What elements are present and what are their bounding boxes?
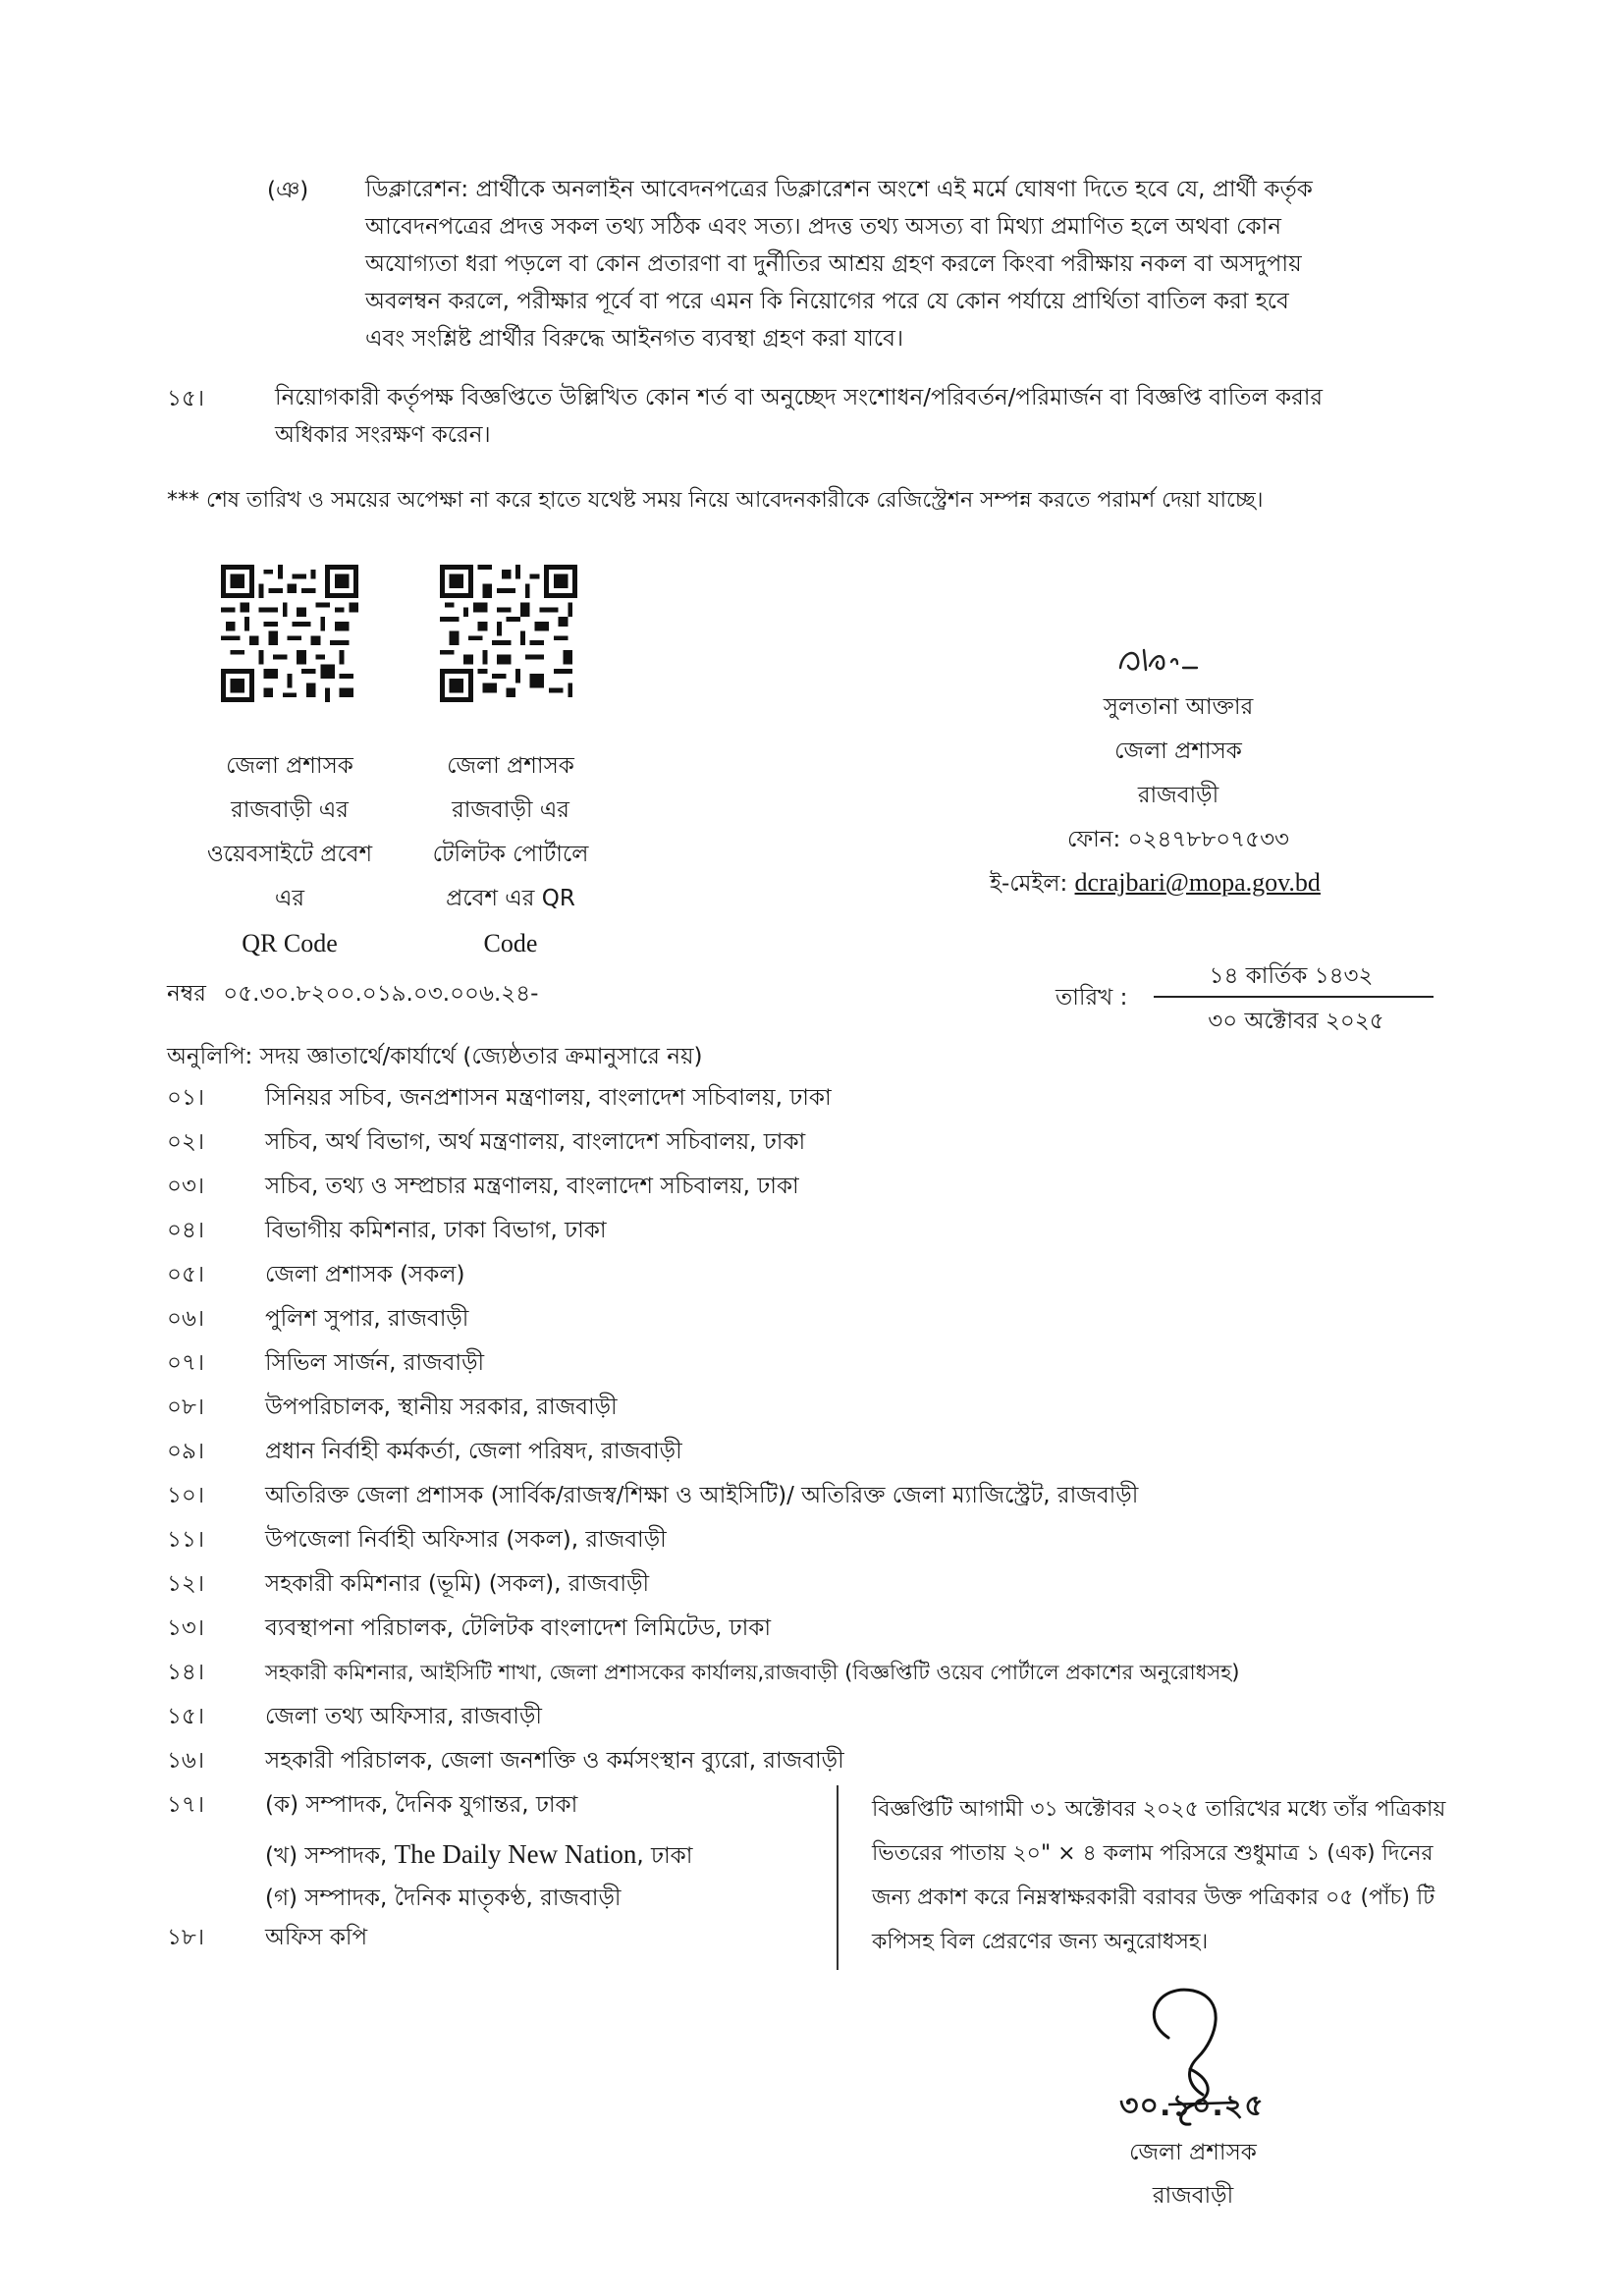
caption-line: জেলা প্রশাসক xyxy=(226,753,353,779)
signatory-district: রাজবাড়ী xyxy=(1137,783,1219,808)
caption-line: ওয়েবসাইটে প্রবেশ xyxy=(206,842,373,867)
signatory-block xyxy=(1041,685,1316,862)
phone-label: ফোন: xyxy=(1067,827,1121,852)
list-number: ১২। xyxy=(167,1571,205,1597)
list-number: ০৪। xyxy=(167,1218,205,1243)
teletalk-portal-qr-code[interactable] xyxy=(440,565,577,702)
list-number: ১৩। xyxy=(167,1615,205,1641)
clause-line: অযোগ্যতা ধরা পড়লে বা কোন প্রতারণা বা দুর্নীতির আশ্রয় গ্রহণ করলে কিংবা পরীক্ষায় নকল বা অসদুপায় xyxy=(365,251,1302,277)
phone-number: ০২৪৭৮৮০৭৫৩৩ xyxy=(1127,827,1289,852)
bottom-district: রাজবাড়ী xyxy=(1152,2183,1234,2209)
list-text: উপজেলা নির্বাহী অফিসার (সকল), রাজবাড়ী xyxy=(265,1527,667,1553)
memo-number-label: নম্বর xyxy=(167,981,206,1007)
divider-line xyxy=(837,1785,839,1970)
date-bangla: ১৪ কার্তিক ১৪৩২ xyxy=(1209,963,1374,989)
list-text: সহকারী কমিশনার (ভূমি) (সকল), রাজবাড়ী xyxy=(265,1571,650,1597)
instruction-line: বিজ্ঞপ্তিটি আগামী ৩১ অক্টোবর ২০২৫ তারিখের মধ্যে তাঁর পত্রিকায় xyxy=(872,1797,1446,1822)
list-text: সিভিল সার্জন, রাজবাড়ী xyxy=(265,1350,485,1376)
memo-number: ০৫.৩০.৮২০০.০১৯.০৩.০০৬.২৪- xyxy=(223,981,539,1007)
copy-heading: অনুলিপি: সদয় জ্ঞাতার্থে/কার্যার্থে (জ্যেষ্ঠতার ক্রমানুসারে নয়) xyxy=(167,1044,703,1069)
list-number: ০২। xyxy=(167,1129,205,1155)
teletalk-qr-caption xyxy=(412,744,609,965)
memo-number-row xyxy=(167,978,538,1010)
list-text: উপপরিচালক, স্থানীয় সরকার, রাজবাড়ী xyxy=(265,1394,618,1420)
list-number: ১৬। xyxy=(167,1748,205,1774)
signatory-phone xyxy=(1041,818,1316,862)
list-number: ১৫। xyxy=(167,1704,205,1729)
clause-declaration xyxy=(365,171,1455,357)
caption-line: Code xyxy=(483,929,538,957)
caption-line: প্রবেশ এর QR xyxy=(446,886,575,911)
caption-line: রাজবাড়ী এর xyxy=(452,797,569,823)
list-text: অফিস কপি xyxy=(265,1925,368,1950)
list-number: ১৮। xyxy=(167,1925,205,1950)
list-number: ০৯। xyxy=(167,1439,205,1464)
list-text: জেলা তথ্য অফিসার, রাজবাড়ী xyxy=(265,1704,542,1729)
signature-date: ৩০.১০.২৫ xyxy=(1119,2089,1265,2123)
list-text: সচিব, অর্থ বিভাগ, অর্থ মন্ত্রণালয়, বাংলাদেশ সচিবালয়, ঢাকা xyxy=(265,1129,806,1155)
list-number: ০৬। xyxy=(167,1306,205,1332)
list-text: সহকারী পরিচালক, জেলা জনশক্তি ও কর্মসংস্থান ব্যুরো, রাজবাড়ী xyxy=(265,1748,844,1774)
list-text: বিভাগীয় কমিশনার, ঢাকা বিভাগ, ঢাকা xyxy=(265,1218,607,1243)
date-english: ৩০ অক্টোবর ২০২৫ xyxy=(1208,1009,1384,1034)
clause-marker: (ঞ) xyxy=(267,178,309,203)
date-divider xyxy=(1154,996,1434,998)
list-number: ০৮। xyxy=(167,1394,205,1420)
caption-line: জেলা প্রশাসক xyxy=(447,753,574,779)
clause-line: অধিকার সংরক্ষণ করেন। xyxy=(275,422,491,448)
clause-line: এবং সংশ্লিষ্ট প্রার্থীর বিরুদ্ধে আইনগত ব্যবস্থা গ্রহণ করা যাবে। xyxy=(365,326,904,352)
list-text: সহকারী কমিশনার, আইসিটি শাখা, জেলা প্রশাসকের কার্যালয়,রাজবাড়ী (বিজ্ঞপ্তিটি ওয়েব পোর্টালে প্রকাশের অনুরোধসহ) xyxy=(265,1661,1240,1684)
signatory-name: সুলতানা আক্তার xyxy=(1103,694,1254,720)
list-number: ০১। xyxy=(167,1085,205,1111)
list-number: ১৭। xyxy=(167,1792,205,1818)
newspaper-name: The Daily New Nation xyxy=(394,1839,637,1869)
list-text: সচিব, তথ্য ও সম্প্রচার মন্ত্রণালয়, বাংলাদেশ সচিবালয়, ঢাকা xyxy=(265,1174,799,1199)
clause-line: ডিক্লারেশন: প্রার্থীকে অনলাইন আবেদনপত্রের ডিক্লারেশন অংশে এই মর্মে ঘোষণা দিতে হবে যে, প্রার্থী কর্তৃক xyxy=(365,177,1313,202)
list-text: পুলিশ সুপার, রাজবাড়ী xyxy=(265,1306,469,1332)
email-label: ই-মেইল: xyxy=(990,871,1068,897)
clause-line: নিয়োগকারী কর্তৃপক্ষ বিজ্ঞপ্তিতে উল্লিখিত কোন শর্ত বা অনুচ্ছেদ সংশোধন/পরিবর্তন/পরিমার্জন বা বিজ্ঞপ্তি বাতিল করার xyxy=(275,385,1324,410)
newspaper-prefix: (খ) সম্পাদক, xyxy=(265,1843,388,1869)
caption-line: টেলিটক পোর্টালে xyxy=(432,842,589,867)
list-number: ০৭। xyxy=(167,1350,205,1376)
clause-15-number: ১৫। xyxy=(167,386,205,411)
email-link[interactable]: dcrajbari@mopa.gov.bd xyxy=(1074,868,1321,897)
list-number: ০৫। xyxy=(167,1262,205,1287)
initial-signature xyxy=(1114,638,1222,680)
instruction-line: জন্য প্রকাশ করে নিম্নস্বাক্ষরকারী বরাবর উক্ত পত্রিকার ০৫ (পাঁচ) টি xyxy=(872,1886,1435,1910)
date-label: তারিখ : xyxy=(1056,985,1128,1011)
caption-line: রাজবাড়ী এর xyxy=(231,797,349,823)
website-qr-code[interactable] xyxy=(221,565,358,702)
newspaper-line xyxy=(265,1836,692,1874)
caption-line: এর xyxy=(274,886,305,911)
publication-instruction xyxy=(872,1787,1500,1964)
list-number: ১৪। xyxy=(167,1660,205,1685)
list-number: ১০। xyxy=(167,1483,205,1508)
instruction-line: ভিতরের পাতায় ২০" × ৪ কলাম পরিসরে শুধুমাত্র ১ (এক) দিনের xyxy=(872,1841,1434,1866)
list-number: ১১। xyxy=(167,1527,205,1553)
list-text: সিনিয়র সচিব, জনপ্রশাসন মন্ত্রণালয়, বাংলাদেশ সচিবালয়, ঢাকা xyxy=(265,1085,832,1111)
list-text: ব্যবস্থাপনা পরিচালক, টেলিটক বাংলাদেশ লিমিটেড, ঢাকা xyxy=(265,1615,772,1641)
caption-line: QR Code xyxy=(242,929,338,957)
bottom-signatory xyxy=(1095,2131,1291,2217)
signatory-designation: জেলা প্রশাসক xyxy=(1114,738,1242,764)
list-number: ০৩। xyxy=(167,1174,205,1199)
signatory-email-row xyxy=(990,867,1321,900)
list-text: জেলা প্রশাসক (সকল) xyxy=(265,1262,465,1287)
clause-line: আবেদনপত্রের প্রদত্ত সকল তথ্য সঠিক এবং সত্য। প্রদত্ত তথ্য অসত্য বা মিথ্যা প্রমাণিত হলে অথবা কোন xyxy=(365,214,1281,240)
list-text: অতিরিক্ত জেলা প্রশাসক (সার্বিক/রাজস্ব/শিক্ষা ও আইসিটি)/ অতিরিক্ত জেলা ম্যাজিস্ট্রেট, রাজবাড়ী xyxy=(265,1483,1139,1508)
list-text: প্রধান নির্বাহী কর্মকর্তা, জেলা পরিষদ, রাজবাড়ী xyxy=(265,1439,682,1464)
website-qr-caption xyxy=(196,744,383,965)
instruction-line: কপিসহ বিল প্রেরণের জন্য অনুরোধসহ। xyxy=(872,1930,1209,1954)
newspaper-suffix: , ঢাকা xyxy=(636,1843,693,1869)
bottom-designation: জেলা প্রশাসক xyxy=(1129,2140,1257,2165)
newspaper-line: (ক) সম্পাদক, দৈনিক যুগান্তর, ঢাকা xyxy=(265,1792,578,1818)
registration-note: *** শেষ তারিখ ও সময়ের অপেক্ষা না করে হাতে যথেষ্ট সময় নিয়ে আবেদনকারীকে রেজিস্ট্রেশন সম্পন্ন করতে পরামর্শ দেয়া যাচ্ছে। xyxy=(167,488,1264,513)
clause-line: অবলম্বন করলে, পরীক্ষার পূর্বে বা পরে এমন কি নিয়োগের পরে যে কোন পর্যায়ে প্রার্থিতা বাতিল করা হবে xyxy=(365,289,1289,314)
newspaper-line: (গ) সম্পাদক, দৈনিক মাতৃকণ্ঠ, রাজবাড়ী xyxy=(265,1886,622,1911)
clause-15-text xyxy=(275,379,1453,454)
